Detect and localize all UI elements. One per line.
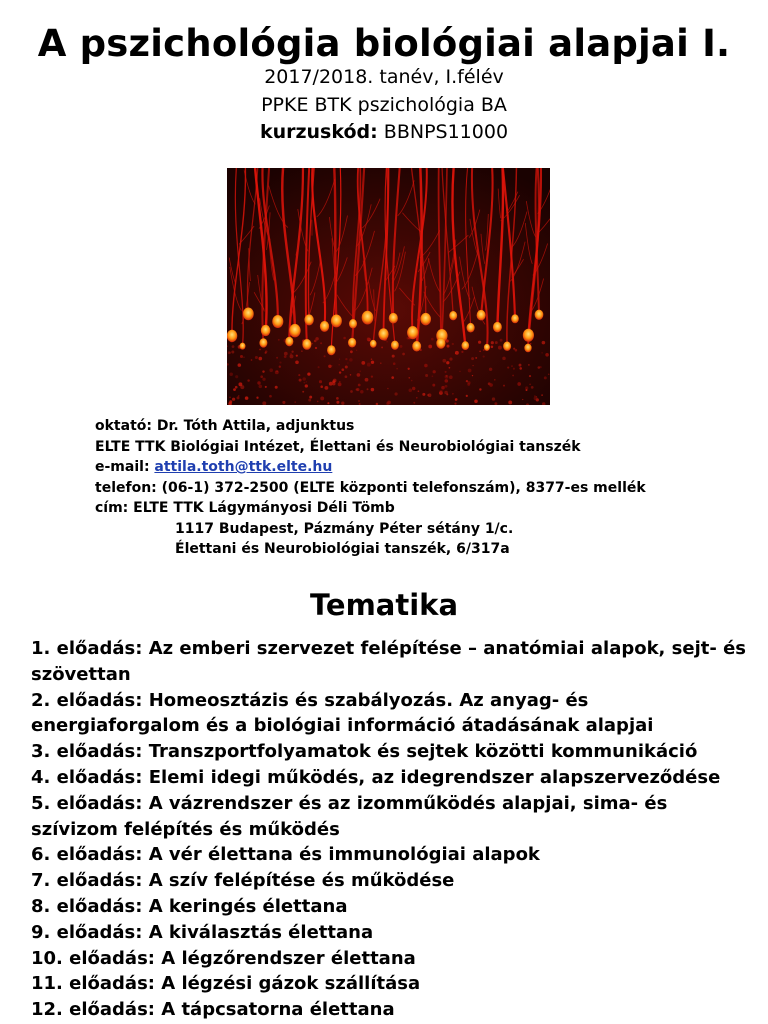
tissue-speck bbox=[314, 340, 317, 343]
tissue-speck bbox=[231, 351, 234, 354]
tissue-speck bbox=[396, 368, 397, 369]
tissue-speck bbox=[478, 341, 481, 344]
tissue-speck bbox=[233, 388, 236, 391]
tissue-speck bbox=[329, 382, 333, 386]
tissue-speck bbox=[345, 375, 348, 378]
tissue-speck bbox=[491, 341, 494, 344]
tissue-speck bbox=[367, 337, 370, 340]
tissue-speck bbox=[284, 352, 288, 356]
tissue-speck bbox=[338, 383, 342, 387]
tissue-speck bbox=[548, 374, 550, 376]
tissue-speck bbox=[461, 351, 463, 353]
tissue-speck bbox=[298, 374, 300, 376]
tissue-speck bbox=[489, 383, 493, 387]
tissue-speck bbox=[402, 353, 405, 356]
tissue-speck bbox=[361, 361, 365, 365]
neuron-soma bbox=[240, 343, 246, 350]
tissue-speck bbox=[302, 391, 304, 393]
tissue-speck bbox=[290, 354, 294, 358]
neuron-soma bbox=[331, 314, 342, 327]
tissue-speck bbox=[513, 368, 515, 370]
tissue-speck bbox=[445, 385, 448, 388]
syllabus-item: 4. előadás: Elemi idegi működés, az idegrendszer alapszerveződése bbox=[31, 766, 721, 788]
tissue-speck bbox=[262, 378, 265, 381]
tissue-speck bbox=[339, 381, 341, 383]
tissue-speck bbox=[299, 379, 302, 382]
tissue-speck bbox=[367, 388, 369, 390]
tissue-speck bbox=[341, 402, 344, 405]
tissue-speck bbox=[355, 388, 357, 390]
tissue-speck bbox=[336, 401, 339, 404]
tissue-speck bbox=[328, 365, 331, 368]
tissue-speck bbox=[338, 364, 340, 366]
tissue-speck bbox=[279, 366, 281, 368]
tissue-speck bbox=[449, 358, 452, 361]
tissue-speck bbox=[237, 396, 240, 399]
tissue-speck bbox=[422, 393, 425, 396]
tissue-speck bbox=[240, 385, 244, 389]
tissue-speck bbox=[475, 357, 477, 359]
instructor-label: oktató: bbox=[95, 418, 152, 434]
tissue-speck bbox=[276, 357, 278, 359]
tissue-speck bbox=[545, 353, 549, 357]
tissue-speck bbox=[542, 341, 546, 345]
tissue-speck bbox=[240, 355, 243, 358]
tissue-speck bbox=[392, 355, 395, 358]
tissue-speck bbox=[229, 397, 231, 399]
phone-value: (06-1) 372-2500 (ELTE központi telefonszám), 8377-es mellék bbox=[161, 479, 646, 496]
program-line: PPKE BTK pszichológia BA bbox=[261, 94, 507, 116]
tissue-speck bbox=[320, 385, 323, 388]
neuron-soma bbox=[535, 310, 544, 320]
syllabus-item: 5. előadás: A vázrendszer és az izomműködés alapjai, sima- és szívizom felépítés és működés bbox=[31, 792, 668, 840]
tissue-speck bbox=[317, 401, 319, 403]
tissue-speck bbox=[412, 387, 415, 390]
tissue-speck bbox=[528, 364, 530, 366]
tissue-speck bbox=[232, 345, 235, 348]
tissue-speck bbox=[360, 390, 364, 394]
tissue-speck bbox=[336, 397, 339, 400]
tissue-speck bbox=[357, 373, 361, 377]
neuron-soma bbox=[420, 313, 431, 325]
tissue-speck bbox=[467, 381, 470, 384]
neuron-soma bbox=[302, 339, 311, 350]
tissue-speck bbox=[371, 361, 374, 364]
neuron-soma bbox=[412, 341, 421, 352]
tissue-speck bbox=[538, 366, 541, 369]
tissue-speck bbox=[324, 386, 328, 390]
tissue-speck bbox=[441, 386, 445, 390]
tissue-speck bbox=[395, 392, 398, 395]
syllabus-list bbox=[31, 636, 751, 1023]
tissue-speck bbox=[411, 380, 413, 382]
address-line-3: Élettani és Neurobiológiai tanszék, 6/317a bbox=[175, 541, 510, 557]
tissue-speck bbox=[507, 367, 509, 369]
tissue-speck bbox=[418, 390, 420, 392]
tissue-speck bbox=[324, 355, 326, 357]
neuron-soma bbox=[259, 338, 267, 347]
email-row bbox=[95, 457, 755, 478]
instructor-name: Dr. Tóth Attila, adjunktus bbox=[156, 418, 355, 434]
tissue-speck bbox=[294, 401, 295, 402]
syllabus-item: 11. előadás: A légzési gázok szállítása bbox=[31, 973, 421, 995]
neuron-soma bbox=[362, 311, 374, 325]
tissue-speck bbox=[445, 375, 449, 379]
tissue-speck bbox=[459, 371, 460, 372]
tissue-speck bbox=[541, 352, 542, 353]
tissue-speck bbox=[238, 363, 242, 367]
tissue-speck bbox=[530, 343, 532, 345]
course-code-value: BBNPS11000 bbox=[383, 121, 509, 143]
neuron-soma bbox=[272, 315, 283, 328]
tissue-speck bbox=[345, 366, 348, 369]
tissue-speck bbox=[512, 375, 514, 377]
email-link[interactable]: attila.toth@ttk.elte.hu bbox=[154, 459, 333, 475]
syllabus-item: 9. előadás: A kiválasztás élettana bbox=[31, 921, 374, 943]
tissue-speck bbox=[432, 375, 434, 377]
syllabus-item: 7. előadás: A szív felépítése és működése bbox=[31, 870, 455, 892]
tissue-speck bbox=[433, 370, 436, 373]
tissue-speck bbox=[315, 347, 317, 349]
tissue-speck bbox=[479, 350, 481, 352]
tissue-speck bbox=[365, 378, 369, 382]
tissue-speck bbox=[276, 370, 278, 372]
tissue-speck bbox=[522, 399, 523, 400]
tissue-speck bbox=[347, 362, 348, 363]
tissue-speck bbox=[492, 397, 495, 400]
tissue-speck bbox=[519, 367, 522, 370]
tissue-speck bbox=[260, 375, 263, 378]
tissue-speck bbox=[284, 355, 287, 358]
tissue-speck bbox=[468, 369, 472, 373]
tissue-speck bbox=[282, 401, 285, 404]
neuron-soma bbox=[261, 325, 271, 336]
tissue-speck bbox=[259, 357, 263, 361]
neuron-soma bbox=[320, 321, 329, 332]
neuron-soma bbox=[523, 329, 534, 342]
tissue-speck bbox=[371, 375, 373, 377]
syllabus-item: 2. előadás: Homeosztázis és szabályozás. Az anyag- és energiaforgalom és a biológiai információ átadásának alapjai bbox=[31, 689, 654, 737]
tissue-speck bbox=[431, 338, 434, 341]
tissue-speck bbox=[296, 355, 298, 357]
tissue-speck bbox=[305, 384, 308, 387]
tissue-speck bbox=[349, 358, 353, 362]
tissue-speck bbox=[235, 386, 238, 389]
tissue-speck bbox=[400, 345, 403, 348]
tissue-speck bbox=[235, 375, 238, 378]
tissue-speck bbox=[386, 341, 387, 342]
email-label: e-mail: bbox=[95, 459, 150, 475]
tissue-speck bbox=[295, 360, 299, 364]
tissue-speck bbox=[531, 386, 534, 389]
syllabus-item: 1. előadás: Az emberi szervezet felépítése – anatómiai alapok, sejt- és szövettan bbox=[31, 638, 747, 685]
tissue-speck bbox=[446, 361, 449, 364]
tissue-speck bbox=[309, 396, 312, 399]
address-line-1: ELTE TTK Lágymányosi Déli Tömb bbox=[133, 500, 395, 516]
tissue-speck bbox=[307, 372, 310, 375]
course-code-line bbox=[0, 121, 768, 143]
phone-row bbox=[95, 478, 755, 499]
tissue-speck bbox=[232, 398, 235, 401]
tissue-speck bbox=[454, 402, 456, 404]
tissue-speck bbox=[449, 367, 451, 369]
tissue-speck bbox=[245, 396, 249, 400]
phone-label: telefon: bbox=[95, 479, 157, 496]
instructor-row bbox=[95, 416, 755, 437]
tissue-speck bbox=[424, 364, 428, 368]
syllabus-item: 8. előadás: A keringés élettana bbox=[31, 895, 348, 917]
address-row bbox=[95, 498, 755, 519]
tissue-speck bbox=[319, 380, 322, 383]
syllabus-item: 6. előadás: A vér élettana és immunológiai alapok bbox=[31, 844, 540, 866]
tissue-speck bbox=[327, 402, 329, 404]
tissue-speck bbox=[339, 371, 341, 373]
tissue-speck bbox=[544, 376, 547, 379]
tissue-speck bbox=[491, 346, 494, 349]
tissue-speck bbox=[483, 356, 485, 358]
tissue-speck bbox=[291, 351, 293, 353]
tissue-speck bbox=[387, 401, 391, 405]
tissue-speck bbox=[308, 399, 311, 402]
tissue-speck bbox=[331, 365, 333, 367]
tissue-speck bbox=[489, 368, 492, 371]
neuron-soma bbox=[462, 341, 470, 350]
neuron-soma bbox=[348, 338, 356, 348]
tissue-speck bbox=[345, 358, 347, 360]
tissue-speck bbox=[229, 373, 233, 377]
tissue-speck bbox=[350, 374, 351, 375]
tissue-speck bbox=[455, 351, 459, 355]
tissue-speck bbox=[302, 377, 306, 381]
tissue-speck bbox=[247, 379, 249, 381]
tissue-speck bbox=[449, 375, 453, 379]
tissue-speck bbox=[541, 394, 543, 396]
tissue-speck bbox=[332, 380, 335, 383]
neuron-soma bbox=[389, 313, 398, 324]
tissue-speck bbox=[257, 381, 260, 384]
tissue-speck bbox=[503, 385, 505, 387]
neuron-soma bbox=[503, 341, 511, 350]
tissue-speck bbox=[312, 343, 313, 344]
syllabus-item: 12. előadás: A tápcsatorna élettana bbox=[31, 999, 395, 1021]
tissue-speck bbox=[320, 396, 324, 400]
tissue-speck bbox=[381, 346, 383, 348]
tissue-speck bbox=[427, 394, 429, 396]
neuron-soma bbox=[370, 340, 377, 348]
tissue-speck bbox=[515, 349, 518, 352]
syllabus-heading: Tematika bbox=[309, 588, 459, 622]
tissue-speck bbox=[393, 362, 396, 365]
tissue-speck bbox=[387, 388, 389, 390]
neuron-soma bbox=[407, 326, 418, 339]
tissue-speck bbox=[495, 341, 498, 344]
tissue-speck bbox=[339, 359, 340, 360]
tissue-speck bbox=[303, 382, 305, 384]
tissue-speck bbox=[466, 395, 468, 397]
tissue-speck bbox=[534, 396, 538, 400]
neuron-soma bbox=[436, 338, 445, 349]
tissue-speck bbox=[519, 364, 522, 367]
tissue-speck bbox=[391, 376, 394, 379]
tissue-speck bbox=[320, 342, 322, 344]
neuron-soma bbox=[349, 319, 357, 328]
tissue-speck bbox=[494, 379, 495, 380]
neuron-soma bbox=[524, 344, 531, 353]
term-line: 2017/2018. tanév, I.félév bbox=[264, 66, 504, 88]
tissue-speck bbox=[243, 357, 244, 358]
neuron-soma bbox=[484, 344, 490, 351]
neuron-soma bbox=[493, 322, 502, 332]
tissue-speck bbox=[269, 395, 272, 398]
tissue-speck bbox=[452, 393, 454, 395]
tissue-speck bbox=[445, 371, 447, 373]
tissue-speck bbox=[262, 370, 264, 372]
tissue-speck bbox=[472, 375, 473, 376]
tissue-speck bbox=[455, 398, 458, 401]
tissue-speck bbox=[318, 366, 320, 368]
syllabus-item: 10. előadás: A légzőrendszer élettana bbox=[31, 947, 416, 969]
tissue-speck bbox=[428, 345, 432, 349]
tissue-speck bbox=[265, 386, 267, 388]
tissue-speck bbox=[278, 339, 280, 341]
address-label: cím: bbox=[95, 500, 129, 516]
neuron-soma bbox=[304, 314, 313, 325]
tissue-speck bbox=[529, 375, 531, 377]
tissue-speck bbox=[380, 362, 381, 363]
syllabus-item: 3. előadás: Transzportfolyamatok és sejtek közötti kommunikáció bbox=[31, 741, 698, 763]
tissue-speck bbox=[425, 374, 428, 377]
tissue-speck bbox=[269, 368, 273, 372]
tissue-speck bbox=[409, 389, 413, 393]
tissue-speck bbox=[301, 350, 302, 351]
tissue-speck bbox=[444, 391, 448, 395]
tissue-speck bbox=[306, 381, 307, 382]
neuron-micrograph-image bbox=[227, 168, 550, 405]
neuron-soma bbox=[285, 337, 293, 347]
tissue-speck bbox=[413, 402, 415, 404]
neuron-micrograph-svg bbox=[227, 168, 550, 405]
tissue-speck bbox=[471, 357, 474, 360]
tissue-speck bbox=[358, 400, 360, 402]
tissue-speck bbox=[529, 383, 531, 385]
tissue-speck bbox=[350, 350, 353, 353]
tissue-speck bbox=[356, 350, 357, 351]
tissue-speck bbox=[359, 403, 361, 405]
tissue-speck bbox=[439, 390, 442, 393]
tissue-speck bbox=[500, 339, 503, 342]
tissue-speck bbox=[264, 352, 266, 354]
neuron-soma bbox=[289, 324, 300, 337]
tissue-speck bbox=[445, 379, 449, 383]
tissue-speck bbox=[358, 384, 361, 387]
tissue-speck bbox=[511, 365, 513, 367]
tissue-speck bbox=[498, 346, 502, 350]
tissue-speck bbox=[259, 349, 261, 351]
tissue-speck bbox=[432, 384, 435, 387]
tissue-speck bbox=[447, 345, 450, 348]
course-code-label: kurzuskód: bbox=[259, 121, 378, 143]
tissue-speck bbox=[259, 385, 263, 389]
neuron-soma bbox=[243, 308, 254, 321]
tissue-speck bbox=[360, 371, 361, 372]
tissue-speck bbox=[517, 382, 521, 386]
tissue-speck bbox=[341, 368, 344, 371]
tissue-speck bbox=[371, 388, 374, 391]
tissue-speck bbox=[472, 365, 473, 366]
tissue-speck bbox=[350, 390, 353, 393]
neuron-soma bbox=[477, 310, 486, 321]
tissue-speck bbox=[238, 395, 239, 396]
tissue-speck bbox=[229, 352, 230, 353]
tissue-speck bbox=[371, 358, 373, 360]
tissue-speck bbox=[525, 386, 528, 389]
tissue-speck bbox=[255, 356, 258, 359]
neuron-soma bbox=[378, 328, 388, 340]
tissue-speck bbox=[474, 400, 478, 404]
tissue-speck bbox=[367, 363, 371, 367]
page-title: A pszichológia biológiai alapjai I. bbox=[37, 22, 731, 65]
tissue-speck bbox=[442, 359, 446, 363]
neuron-soma bbox=[511, 314, 519, 323]
institute-row: ELTE TTK Biológiai Intézet, Élettani és Neurobiológiai tanszék bbox=[95, 438, 581, 455]
neuron-soma bbox=[391, 341, 399, 350]
tissue-speck bbox=[343, 337, 346, 340]
tissue-speck bbox=[508, 400, 512, 404]
address-line-2: 1117 Budapest, Pázmány Péter sétány 1/c. bbox=[175, 520, 514, 537]
neuron-soma bbox=[467, 323, 475, 333]
tissue-speck bbox=[279, 362, 281, 364]
neuron-soma bbox=[227, 330, 237, 342]
neuron-soma bbox=[449, 311, 457, 320]
neuron-soma bbox=[327, 345, 336, 355]
tissue-speck bbox=[416, 397, 418, 399]
tissue-speck bbox=[408, 377, 410, 379]
tissue-speck bbox=[256, 397, 258, 399]
tissue-speck bbox=[251, 359, 253, 361]
tissue-speck bbox=[479, 388, 481, 390]
tissue-speck bbox=[275, 386, 278, 389]
contact-block bbox=[95, 416, 755, 560]
tissue-speck bbox=[452, 343, 454, 345]
tissue-speck bbox=[408, 368, 410, 370]
tissue-speck bbox=[502, 357, 506, 361]
